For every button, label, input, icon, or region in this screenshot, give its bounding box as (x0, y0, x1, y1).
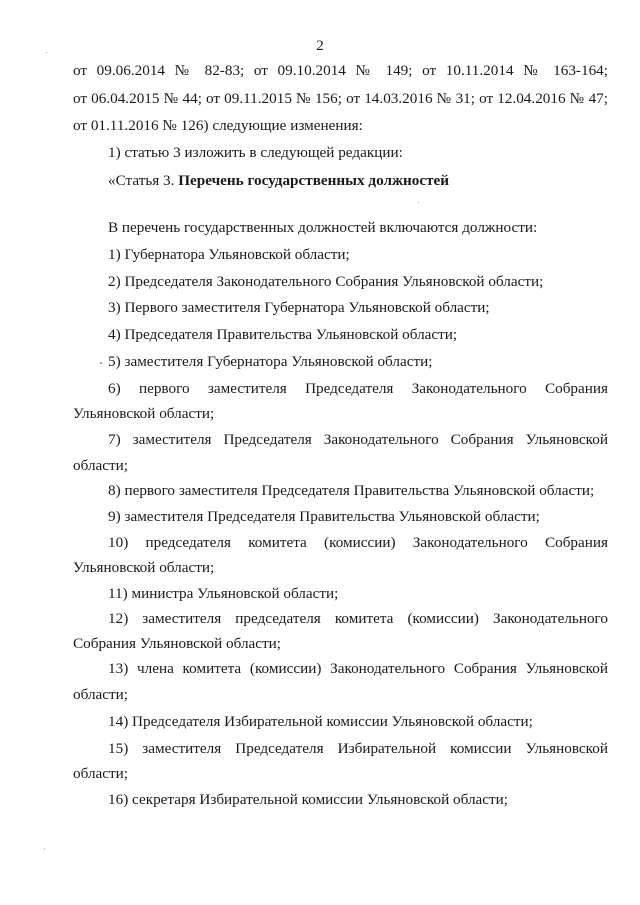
body-line: от 06.04.2015 № 44; от 09.11.2015 № 156; от 14.03.2016 № 31; от 12.04.2016 № 47; (73, 90, 608, 107)
list-item: 10) председателя комитета (комиссии) Законодательного Собрания (108, 534, 608, 551)
list-item: 2) Председателя Законодательного Собрания Ульяновской области; (108, 273, 544, 290)
scan-speck (46, 52, 47, 53)
list-item: 11) министра Ульяновской области; (108, 585, 339, 602)
scan-speck (418, 202, 419, 203)
body-line: от 09.06.2014 № 82-83; от 09.10.2014 № 149; от 10.11.2014 № 163-164; (73, 62, 608, 79)
list-item: 4) Председателя Правительства Ульяновской области; (108, 326, 458, 343)
list-item-continuation: области; (73, 457, 128, 474)
list-item: 3) Первого заместителя Губернатора Ульяновской области; (108, 299, 490, 316)
list-item: 8) первого заместителя Председателя Правительства Ульяновской области; (108, 482, 595, 499)
list-item: 1) Губернатора Ульяновской области; (108, 246, 350, 263)
article-heading (108, 172, 608, 190)
list-item: 5) заместителя Губернатора Ульяновской области; (108, 353, 433, 370)
list-item-continuation: Ульяновской области; (73, 559, 215, 576)
article-number: «Статья 3. (108, 172, 179, 189)
list-item-continuation: области; (73, 686, 128, 703)
article-title: Перечень государственных должностей (178, 172, 450, 189)
body-line: от 01.11.2016 № 126) следующие изменения: (73, 117, 363, 134)
list-item: 15) заместителя Председателя Избирательной комиссии Ульяновской (108, 740, 608, 757)
list-item: 14) Председателя Избирательной комиссии Ульяновской области; (108, 713, 533, 730)
scan-speck (44, 848, 45, 849)
amendment-instruction: 1) статью 3 изложить в следующей редакции: (108, 144, 403, 161)
list-item-continuation: Собрания Ульяновской области; (73, 635, 282, 652)
list-intro: В перечень государственных должностей включаются должности: (108, 219, 538, 236)
list-item: 13) члена комитета (комиссии) Законодательного Собрания Ульяновской (108, 660, 608, 677)
list-item: 12) заместителя председателя комитета (комиссии) Законодательного (108, 610, 608, 627)
list-item-continuation: области; (73, 765, 128, 782)
scan-speck (100, 362, 102, 364)
page-number: 2 (316, 38, 324, 54)
list-item: 7) заместителя Председателя Законодательного Собрания Ульяновской (108, 431, 608, 448)
list-item: 9) заместителя Председателя Правительства Ульяновской области; (108, 508, 540, 525)
list-item-continuation: Ульяновской области; (73, 405, 215, 422)
list-item: 16) секретаря Избирательной комиссии Ульяновской области; (108, 791, 509, 808)
list-item: 6) первого заместителя Председателя Законодательного Собрания (108, 380, 608, 397)
